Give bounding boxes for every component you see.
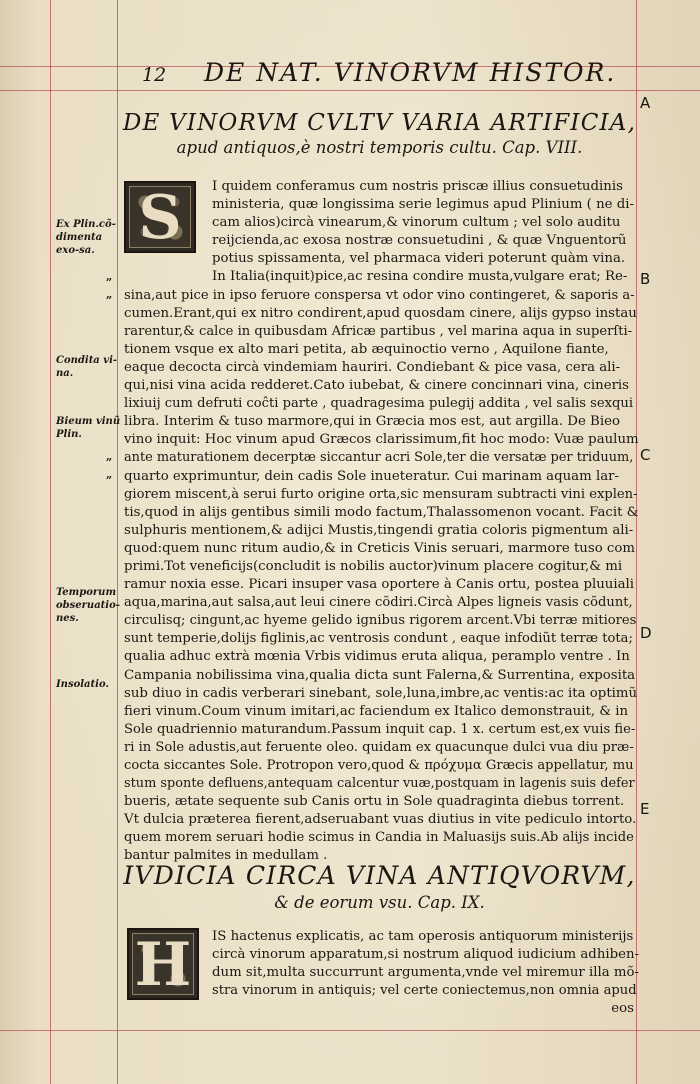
red-header-rule <box>0 90 700 91</box>
text-line: bueris, ætate sequente sub Canis ortu in Sole quadraginta diebus torrent. <box>124 794 625 810</box>
text-line: sunt temperie,dolijs figlinis,ac ventrosis condunt , eaque infodiũt terræ tota; <box>124 631 633 647</box>
text-line: Campania nobilissima vina,qualia dicta sunt Falerna,& Surrentina, exposita <box>124 667 636 683</box>
section-marker: E <box>640 800 650 818</box>
text-line: cumen.Erant,qui ex nitro condirent,apud quosdam cinere, alijs gypso instau <box>124 305 637 321</box>
text-line: Vt dulcia præterea fierent,adseruabant vuas diutius in vite pediculo intorto. <box>124 812 637 828</box>
text-line: ramur noxia esse. Picari insuper vasa oportere à Canis ortu, postea pluuiali <box>124 577 635 593</box>
page-number: 12 <box>142 64 167 86</box>
chapter-subtitle: apud antiquos,è nostri temporis cultu. Cap. VIII. <box>176 138 583 158</box>
quotation-mark: „ <box>106 468 113 481</box>
text-line: libra. Interim & tuso marmore,qui in Græcia mos est, aut argilla. De Bieo <box>124 414 620 430</box>
section-marker: C <box>640 446 651 464</box>
text-line: sub diuo in cadis verberari sinebant, sole,luna,imbre,ac ventis:ac ita optimũ <box>124 685 638 701</box>
text-line: stra vinorum in antiquis; vel certe coniectemus,non omnia apud <box>212 983 637 999</box>
margin-note: Insolatio. <box>56 679 109 690</box>
margin-note: Temporum obseruatio-nes. <box>56 587 120 624</box>
margin-note: Ex Plin.cõ-dimenta exo-sa. <box>56 219 116 256</box>
margin-note: Bieum vinũ Plin. <box>56 416 121 440</box>
text-line: bantur palmites in medullam . <box>124 848 328 864</box>
quotation-mark: „ <box>106 288 113 301</box>
text-line: quarto exprimuntur, dein cadis Sole inueteratur. Cui marinam aquam lar- <box>124 468 619 484</box>
text-line: rarentur,& calce in quibusdam Africæ partibus , vel marina aqua in superſti- <box>124 323 633 339</box>
section-marker: D <box>640 624 652 642</box>
red-margin-rule <box>50 0 51 1084</box>
text-line: potius spissamenta, vel pharmaca videri poterunt quàm vina. <box>212 251 626 267</box>
text-line: ministeria, quæ longissima serie legimus apud Plinium ( ne di- <box>212 197 635 213</box>
catchword: eos <box>611 1001 634 1017</box>
chapter-body <box>124 928 638 1018</box>
text-line: dum sit,multa succurrunt argumenta,vnde vel miremur illa mõ- <box>212 965 640 981</box>
text-line: ante maturationem decerptæ siccantur acri Sole,ter die versatæ per triduum, <box>124 450 634 466</box>
chapter-body <box>124 178 638 866</box>
text-line: reijcienda,ac exosa nostræ consuetudini , & quæ Vnguentorũ <box>212 233 627 249</box>
text-line: aqua,marina,aut salsa,aut leui cinere cõdiri.Circà Alpes ligneis vasis cõdunt, <box>124 595 633 611</box>
text-line: cam alios)circà vinearum,& vinorum cultum ; vel solo auditu <box>212 215 621 231</box>
chapter-title: DE VINORVM CVLTV VARIA ARTIFICIA, <box>122 110 637 136</box>
running-title: DE NAT. VINORVM HISTOR. <box>204 58 617 87</box>
text-line: qualia adhuc extrà mœnia Vrbis vidimus eruta aliqua, peramplo ventre . In <box>124 649 630 665</box>
initial-letter: H <box>134 930 192 1000</box>
quotation-mark: „ <box>106 270 113 283</box>
text-line: I quidem conferamus cum nostris priscæ illius consuetudinis <box>212 179 623 194</box>
text-line: quod:quem nunc ritum audio,& in Creticis Vinis seruari, marmore tuso com <box>124 540 635 556</box>
text-line: tis,quod in alijs gentibus simili modo factum,Thalassomenon vocant. Facit & <box>124 504 639 520</box>
text-line: lixiuij cum defruti coĉti parte , quadragesima pulegij addita , vel salis sexqui <box>124 396 634 412</box>
margin-note: Condita vi-na. <box>56 355 118 379</box>
text-line: stum sponte defluens,antequam calcentur vuæ,postquam in lagenis suis defer <box>124 776 635 792</box>
text-line: sina,aut pice in ipso feruore conspersa vt odor vino contingeret, & saporis a- <box>124 287 635 303</box>
red-footer-rule <box>0 1030 700 1031</box>
text-line: vino inquit: Hoc vinum apud Græcos clarissimum,fit hoc modo: Vuæ paulum <box>124 432 639 448</box>
text-line: IS hactenus explicatis, ac tam operosis antiquorum ministerijs <box>212 929 634 944</box>
chapter-subtitle: & de eorum vsu. Cap. IX. <box>274 892 485 912</box>
section-marker: A <box>640 94 651 112</box>
text-line: fieri vinum.Coum vinum imitari,ac faciendum ex Italico demonstrauit, & in <box>124 703 629 719</box>
text-line: circulisq; cingunt,ac hyeme gelido ignibus rigorem arcent.Vbi terræ mitiores <box>124 613 637 629</box>
red-margin-rule <box>117 0 118 1084</box>
text-line: In Italia(inquit)pice,ac resina condire musta,vulgare erat; Re- <box>212 269 628 285</box>
chapter-heading <box>122 862 637 913</box>
text-line: cocta siccantes Sole. Protropon vero,quod & πρόχυμα Græcis appellatur, mu <box>124 758 634 773</box>
text-line: eaque decocta circà vindemiam hauriri. Condiebant & pice vasa, cera ali- <box>124 359 621 375</box>
initial-letter: S <box>138 183 182 253</box>
text-line: ri in Sole adustis,aut feruente oleo. quidam ex quacunque dulci vua diu præ- <box>124 739 634 755</box>
text-line: quem morem seruari hodie scimus in Candia in Maluasijs suis.Ab alijs incide <box>124 830 634 846</box>
section-marker: B <box>640 270 651 288</box>
chapter-heading <box>122 110 637 158</box>
quotation-mark: „ <box>106 450 113 463</box>
chapter-title: IVDICIA CIRCA VINA ANTIQVORVM, <box>123 861 636 890</box>
text-line: primi.Tot veneficijs(concludit is nobilis auctor)vinum placere cogitur,& mi <box>124 558 623 574</box>
text-line: Sole quadriennio maturandum.Passum inquit cap. 1 x. certum est,ex vuis fie- <box>124 721 636 737</box>
text-line: giorem miscent,à serui furto origine orta,sic mensuram subtracti vini explen- <box>124 486 638 502</box>
running-head <box>142 56 622 90</box>
text-line: sulphuris mentionem,& adijci Mustis,tingendi gratia coloris pigmentum ali- <box>124 522 634 538</box>
text-line: qui,nisi vina acida redderet.Cato iubebat, & cinere concinnari vina, cineris <box>124 378 630 394</box>
text-line: tionem vsque ex alto mari petita, ab æquinoctio verno , Aquilone fiante, <box>124 341 609 357</box>
text-line: circà vinorum apparatum,si nostrum aliquod iudicium adhiben- <box>212 947 640 963</box>
